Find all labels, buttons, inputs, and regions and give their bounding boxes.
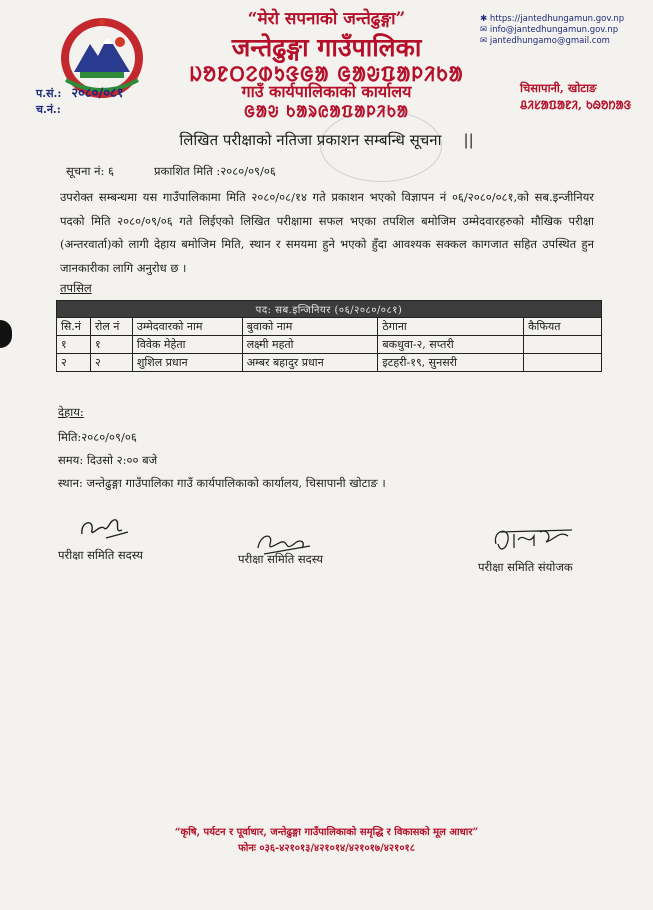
signature-role-1: परीक्षा समिति सदस्य [58, 548, 143, 562]
office-type: गाउँ कार्यपालिकाको कार्यालय [241, 82, 412, 101]
table-caption-row [57, 301, 602, 318]
signature-3 [488, 522, 578, 558]
published-date: प्रकाशित मिति :२०८०/०९/०६ [154, 164, 276, 178]
dehay-details [58, 426, 386, 495]
signature-role-3: परीक्षा समिति संयोजक [478, 560, 573, 574]
column-header: बुवाको नाम [242, 318, 378, 336]
motto: “मेरो सपनाको जन्तेढुङ्गा” [247, 9, 406, 29]
table-cell: २ [90, 354, 132, 372]
interview-location: स्थान: जन्तेढुङ्गा गाउँपालिका गाउँ कार्यपालिकाको कार्यालय, चिसापानी खोटाङ । [58, 476, 386, 490]
globe-icon: ✱ [480, 14, 490, 24]
email-link-2[interactable]: jantedhungamo@gmail.com [489, 36, 610, 46]
tapsil-label: तपसिल [60, 281, 92, 295]
column-header: सि.नं [57, 318, 91, 336]
column-header: रोल नं [90, 318, 132, 336]
place-name: चिसापानी, खोटाङ [520, 81, 597, 95]
table-caption: पद: सब.इन्जिनियर (०६/२०८०/०८१) [57, 301, 602, 318]
table-cell: बकधुवा-२, सप्तरी [378, 336, 524, 354]
table-cell: शुशिल प्रधान [132, 354, 242, 372]
notice-body: उपरोक्त सम्बन्धमा यस गाउँपालिकामा मिति २०८०/०८/१४ गते प्रकाशन भएको विज्ञापन नं ०६/२०८०/०८१,को सब.इन्जीनियर पदको मिति २०८०/०९/०६ गते लिईएको लिखित परीक्षामा सफल भएका तपशिल बमोजिम उम्मेदवारहरुको मौखिक परीक्षा (अन्तरवार्ता)को लागी देहाय बमोजिम मिति, स्थान र समयमा हुने भएको हुँदा आवश्यक सक्कल कागजात सहित उपस्थित हुन जानकारीका लागि अनुरोध छ । [60, 190, 594, 275]
table-cell: १ [90, 336, 132, 354]
mail-icon: ✉ [480, 25, 490, 35]
column-header: उम्मेदवारको नाम [132, 318, 242, 336]
contact-block [480, 14, 624, 47]
email-row-2 [480, 36, 624, 47]
subject-text: लिखित परीक्षाको नतिजा प्रकाशन सम्बन्धि सूचना [179, 131, 442, 149]
mail-icon: ✉ [480, 36, 490, 46]
place-block [520, 80, 631, 114]
table-cell [524, 354, 602, 372]
table-cell: २ [57, 354, 91, 372]
column-header: ठेगाना [378, 318, 524, 336]
patra-row [36, 86, 123, 102]
notice-number: सूचना नं: ६ [66, 164, 114, 178]
email-row-1 [480, 25, 624, 36]
notice-meta [66, 164, 276, 179]
chalani-label: च.नं.: [36, 103, 61, 116]
table-header-row [57, 318, 602, 336]
website-link[interactable]: https://jantedhungamun.gov.np [489, 14, 625, 24]
footer-phone: फोनः ०३६-४२१०१३/४२१०१४/४२१०१७/४२१०१८ [238, 843, 415, 854]
candidate-table [56, 300, 602, 372]
notice-subject [0, 130, 653, 150]
column-header: कैफियत [524, 318, 602, 336]
website-row [480, 14, 624, 25]
table-row [57, 336, 602, 354]
office-name-script: ᱡᱚᱱᱛᱮᱰᱩᱝᱜᱟ ᱜᱟᱶᱯᱟᱞᱤᱠᱟ [189, 62, 464, 86]
chalani-row [36, 102, 123, 118]
place-name-script: ᱪᱤᱥᱟᱯᱟᱱᱤ, ᱠᱷᱚᱴᱟᱝ [520, 98, 632, 112]
email-link-1[interactable]: info@jantedhungamun.gov.np [489, 25, 619, 35]
table-cell: १ [57, 336, 91, 354]
table-cell: लक्ष्मी महतो [242, 336, 378, 354]
footer-slogan: “कृषि, पर्यटन र पूर्वाधार, जन्तेढुङ्गा गाउँपालिकाको समृद्धि र विकासको मूल आधार” [174, 827, 479, 838]
office-name: जन्तेढुङ्गा गाउँपालिका [231, 33, 422, 62]
interview-time: समय: दिउसो २:०० बजे [58, 453, 158, 467]
table-cell [524, 336, 602, 354]
table-cell: अम्बर बहादुर प्रधान [242, 354, 378, 372]
signature-1 [76, 510, 136, 546]
signature-role-2: परीक्षा समिति सदस्य [238, 552, 323, 566]
table-row [57, 354, 602, 372]
interview-date: मिति:२०८०/०९/०६ [58, 430, 137, 444]
reference-block [36, 86, 123, 118]
patra-label: प.सं.: [36, 87, 62, 100]
office-type-script: ᱜᱟᱶ ᱠᱟᱨᱭᱟᱯᱟᱞᱤᱠᱟ [244, 102, 409, 121]
table-cell: इटहरी-१९, सुनसरी [378, 354, 524, 372]
patra-value: २०८०/०८१ [71, 86, 124, 101]
dehay-label: देहाय: [58, 405, 84, 419]
punch-hole-mark [0, 320, 12, 348]
subject-bars: || [463, 131, 474, 149]
table-cell: विवेक मेहेता [132, 336, 242, 354]
